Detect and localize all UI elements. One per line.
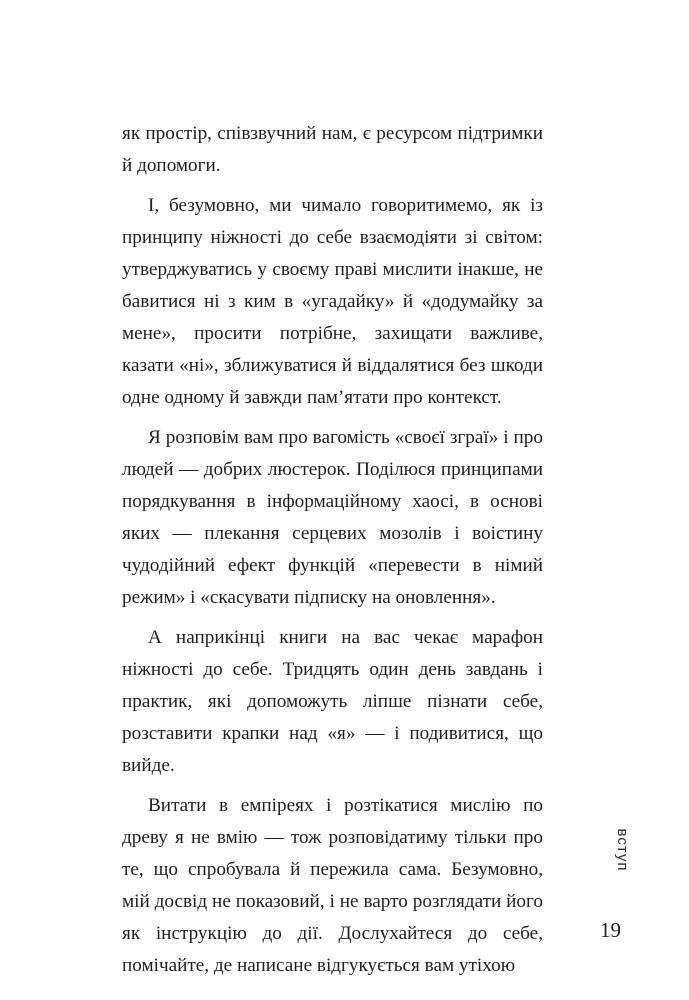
paragraph-continuation: як простір, співзвучний нам, є ресурсом підтримки й допомоги. [122,123,543,176]
paragraph: Я розповім вам про вагомість «своєї зграї» і про людей — добрих люстерок. Поділюся принципами порядкування в інформаційному хаосі, в основі яких — плекання серцевих мозолів і воістину чудодійний ефект функцій «перевести в німий режим» і «скасувати підписку на оновлення». [122,427,543,608]
paragraph: Витати в емпіреях і розтікатися мислію по древу я не вмію — тож розповідатиму тільки про те, що спробувала й пережила сама. Безумовно, мій досвід не показовий, і не варто розглядати його як інструкцію до дії. Дослухайтеся до себе, помічайте, де написане відгукується вам утіхою [122,795,543,976]
paragraph: А наприкінці книги на вас чекає марафон ніжності до себе. Тридцять один день завдань і практик, які допоможуть ліпше пізнати себе, розставити крапки над «я» — і подивитися, що вийде. [122,627,543,776]
page-number: 19 [600,918,621,942]
paragraph: І, безумовно, ми чимало говоритимемо, як із принципу ніжності до себе взаємодіяти зі світом: утверджуватись у своєму праві мислити інакше, не бавитися ні з ким в «угадайку» й «додумайку за мене», просити потрібне, захищати важливе, казати «ні», зближуватися й віддалятися без шкоди одне одному й завжди пам’ятати про контекст. [122,195,543,408]
running-section-label: вступ [614,828,631,872]
body-text [122,118,543,982]
